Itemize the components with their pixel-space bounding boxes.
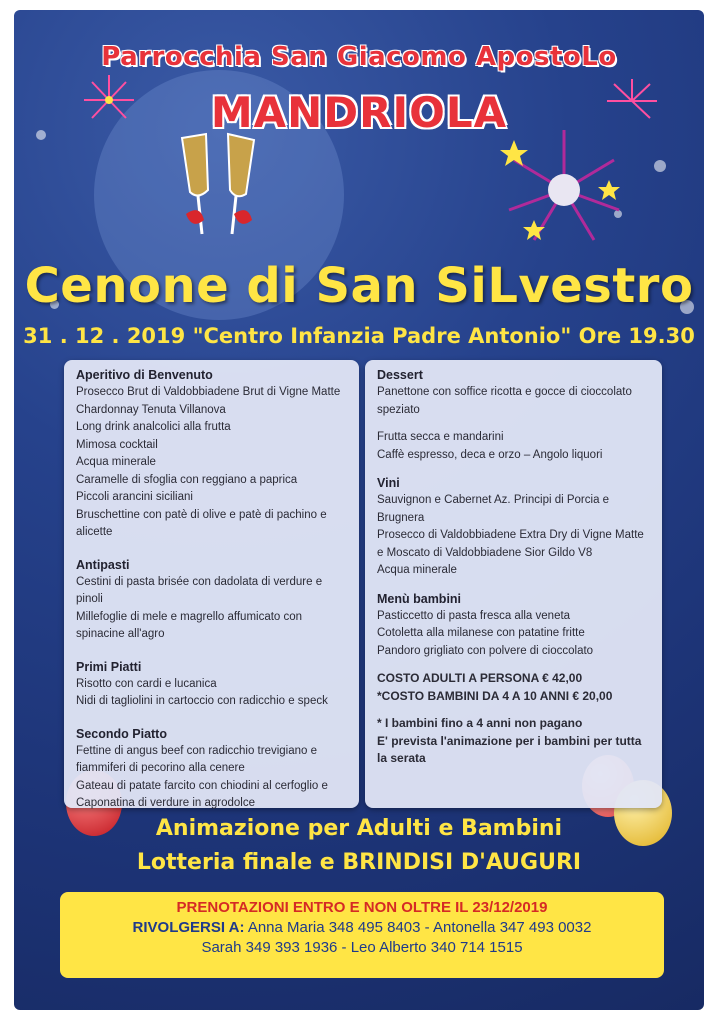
menu-item: Pandoro grigliato con polvere di cioccolato <box>377 644 594 657</box>
event-date-place: 31 . 12 . 2019 "Centro Infanzia Padre Antonio" Ore 19.30 <box>23 324 695 348</box>
event-title: Cenone di San SiLvestro <box>24 258 694 314</box>
menu-item: Cotoletta alla milanese con patatine fritte <box>377 627 585 639</box>
menu-section <box>76 725 347 813</box>
menu-item: Bruschettine con patè di olive e patè di pachino e alicette <box>76 508 327 538</box>
cost-adults: COSTO ADULTI A PERSONA € 42,00 <box>377 671 583 685</box>
menu-item: Panettone con soffice ricotta e gocce di cioccolato speziato <box>377 386 632 416</box>
section-title: Antipasti <box>76 557 130 572</box>
kids-free-note: * I bambini fino a 4 anni non pagano <box>377 716 583 730</box>
menu-panel-right <box>365 360 662 808</box>
menu-item: Piccoli arancini siciliani <box>76 491 193 503</box>
animation-note: E' prevista l'animazione per i bambini per tutta la serata <box>377 733 642 765</box>
menu-item: Fettine di angus beef con radicchio trevigiano e fiammiferi di pecorino alla cenere <box>76 744 318 774</box>
menu-item: Prosecco di Valdobbiadene Extra Dry di Vigne Matte e Moscato di Valdobbiadene Sior Gildo V8 <box>377 529 644 559</box>
booking-deadline: PRENOTAZIONI ENTRO E NON OLTRE IL 23/12/2019 <box>176 899 548 916</box>
section-title: Primi Piatti <box>76 659 142 674</box>
section-title: Dessert <box>377 368 423 382</box>
menu-item: Acqua minerale <box>377 564 457 576</box>
menu-item: Gateau di patate farcito con chiodini al cerfoglio e Caponatina di verdure in agrodolce <box>76 779 328 809</box>
section-title: Vini <box>377 476 400 490</box>
lottery-line <box>14 850 704 875</box>
section-title: Secondo Piatto <box>76 726 167 741</box>
fireworks-icon <box>494 120 634 250</box>
menu-item: Caffè espresso, deca e orzo – Angolo liquori <box>377 448 603 461</box>
menu-section <box>76 556 347 644</box>
menu-item: Frutta secca e mandarini <box>377 431 504 443</box>
menu-item: Chardonnay Tenuta Villanova <box>76 403 226 416</box>
menu-item: Acqua minerale <box>76 456 156 468</box>
town-name: MANDRIOLA <box>210 88 508 137</box>
booking-contacts-1 <box>60 918 664 938</box>
snowflake <box>654 160 666 172</box>
menu-panel-left <box>64 360 359 808</box>
booking-box <box>60 892 664 978</box>
champagne-glasses-icon <box>164 130 274 250</box>
menu-item: Caramelle di sfoglia con reggiano a paprica <box>76 473 298 486</box>
lottery-text: Lotteria finale e <box>136 850 343 875</box>
menu-item: Long drink analcolici alla frutta <box>76 421 231 433</box>
menu-section <box>76 366 347 542</box>
brindisi-text: BRINDISI D'AUGURI <box>342 850 582 875</box>
menu-item: Mimosa cocktail <box>76 438 158 451</box>
menu-item: Millefoglie di mele e magrello affumicato con spinacine all'agro <box>76 610 303 640</box>
cost-kids: *COSTO BAMBINI DA 4 A 10 ANNI € 20,00 <box>377 688 613 703</box>
contacts-text: Anna Maria 348 495 8403 - Antonella 347 493 0032 <box>244 919 592 936</box>
animation-line: Animazione per Adulti e Bambini <box>155 816 563 841</box>
parish-name: Parrocchia San Giacomo ApostoLo <box>101 42 617 72</box>
menu-item: Risotto con cardi e lucanica <box>76 677 217 690</box>
booking-contacts-2: Sarah 349 393 1936 - Leo Alberto 340 714 1515 <box>201 939 523 956</box>
menu-section <box>76 658 347 711</box>
section-title: Aperitivo di Benvenuto <box>76 368 213 382</box>
menu-item: Pasticcetto di pasta fresca alla veneta <box>377 609 571 622</box>
section-title: Menù bambini <box>377 591 462 606</box>
contact-label: RIVOLGERSI A: <box>132 919 245 936</box>
poster <box>14 10 704 1010</box>
menu-item: Nidi di tagliolini in cartoccio con radicchio e speck <box>76 695 328 707</box>
menu-item: Cestini di pasta brisée con dadolata di verdure e pinoli <box>76 575 323 605</box>
menu-item: Prosecco Brut di Valdobbiadene Brut di Vigne Matte <box>76 386 341 398</box>
menu-item: Sauvignon e Cabernet Az. Principi di Porcia e Brugnera <box>377 494 610 524</box>
